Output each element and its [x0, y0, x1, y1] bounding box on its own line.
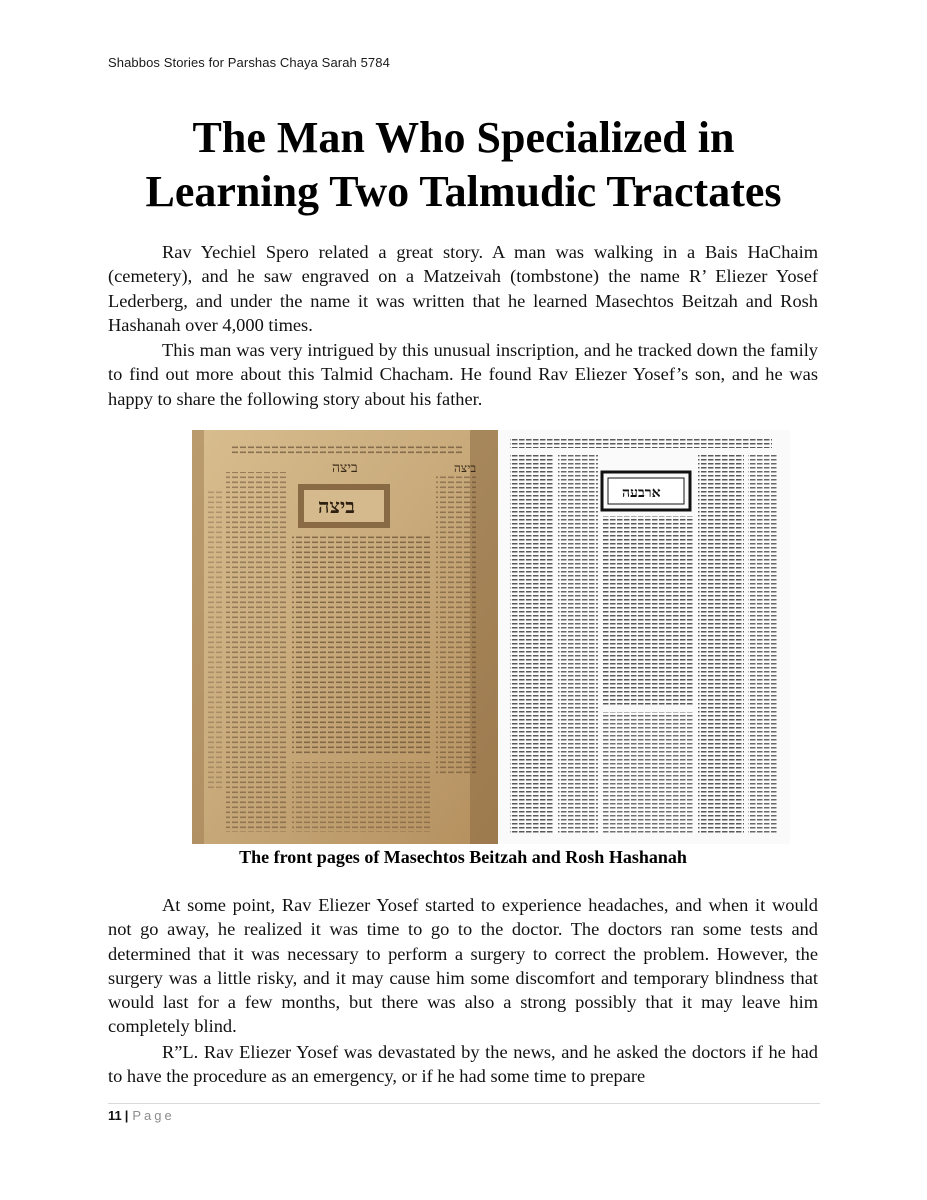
body-paragraph-2: This man was very intrigued by this unusual inscription, and he tracked down the family to find out more about this Talmid Chacham. He found Rav Eliezer Yosef’s son, and he was happy to share the following story about his father.	[108, 340, 818, 409]
beitzah-page-heading: ביצה	[332, 460, 358, 476]
page-footer	[108, 1108, 175, 1123]
page-number: 11	[108, 1108, 122, 1123]
page-label: Page	[132, 1108, 175, 1123]
rosh-hashanah-page-heading: ארבעה	[622, 485, 661, 501]
rosh-hashanah-front-page-image	[498, 430, 790, 844]
beitzah-front-page-image	[192, 430, 498, 844]
article-title-line-2: Learning Two Talmudic Tractates	[145, 167, 782, 216]
article-title	[60, 111, 867, 219]
svg-text:ביצה: ביצה	[318, 494, 355, 518]
figure-caption: The front pages of Masechtos Beitzah and Rosh Hashanah	[239, 847, 687, 867]
svg-text:ביצה: ביצה	[454, 461, 477, 475]
tractate-front-pages-figure	[192, 430, 790, 844]
running-header: Shabbos Stories for Parshas Chaya Sarah 5784	[108, 55, 390, 70]
footer-separator: |	[124, 1108, 129, 1123]
footer-divider	[108, 1103, 820, 1104]
body-paragraph-1: Rav Yechiel Spero related a great story. A man was walking in a Bais HaChaim (cemetery), and he saw engraved on a Matzeivah (tombstone) the name R’ Eliezer Yosef Lederberg, and under the name it was written that he learned Masechtos Beitzah and Rosh Hashanah over 4,000 times.	[108, 242, 818, 335]
article-title-line-1: The Man Who Specialized in	[192, 113, 735, 162]
body-paragraph-3: At some point, Rav Eliezer Yosef started to experience headaches, and when it would not go away, he realized it was time to go to the doctor. The doctors ran some tests and determined that it was necessary to perform a surgery to correct the problem. However, the surgery was a little risky, and it may cause him some discomfort and temporary blindness that would last for a few months, but there was also a strong possibly that it may leave him completely blind.	[108, 895, 818, 1037]
body-paragraph-4: R”L. Rav Eliezer Yosef was devastated by the news, and he asked the doctors if he had to have the procedure as an emergency, or if he had some time to prepare	[108, 1042, 818, 1087]
